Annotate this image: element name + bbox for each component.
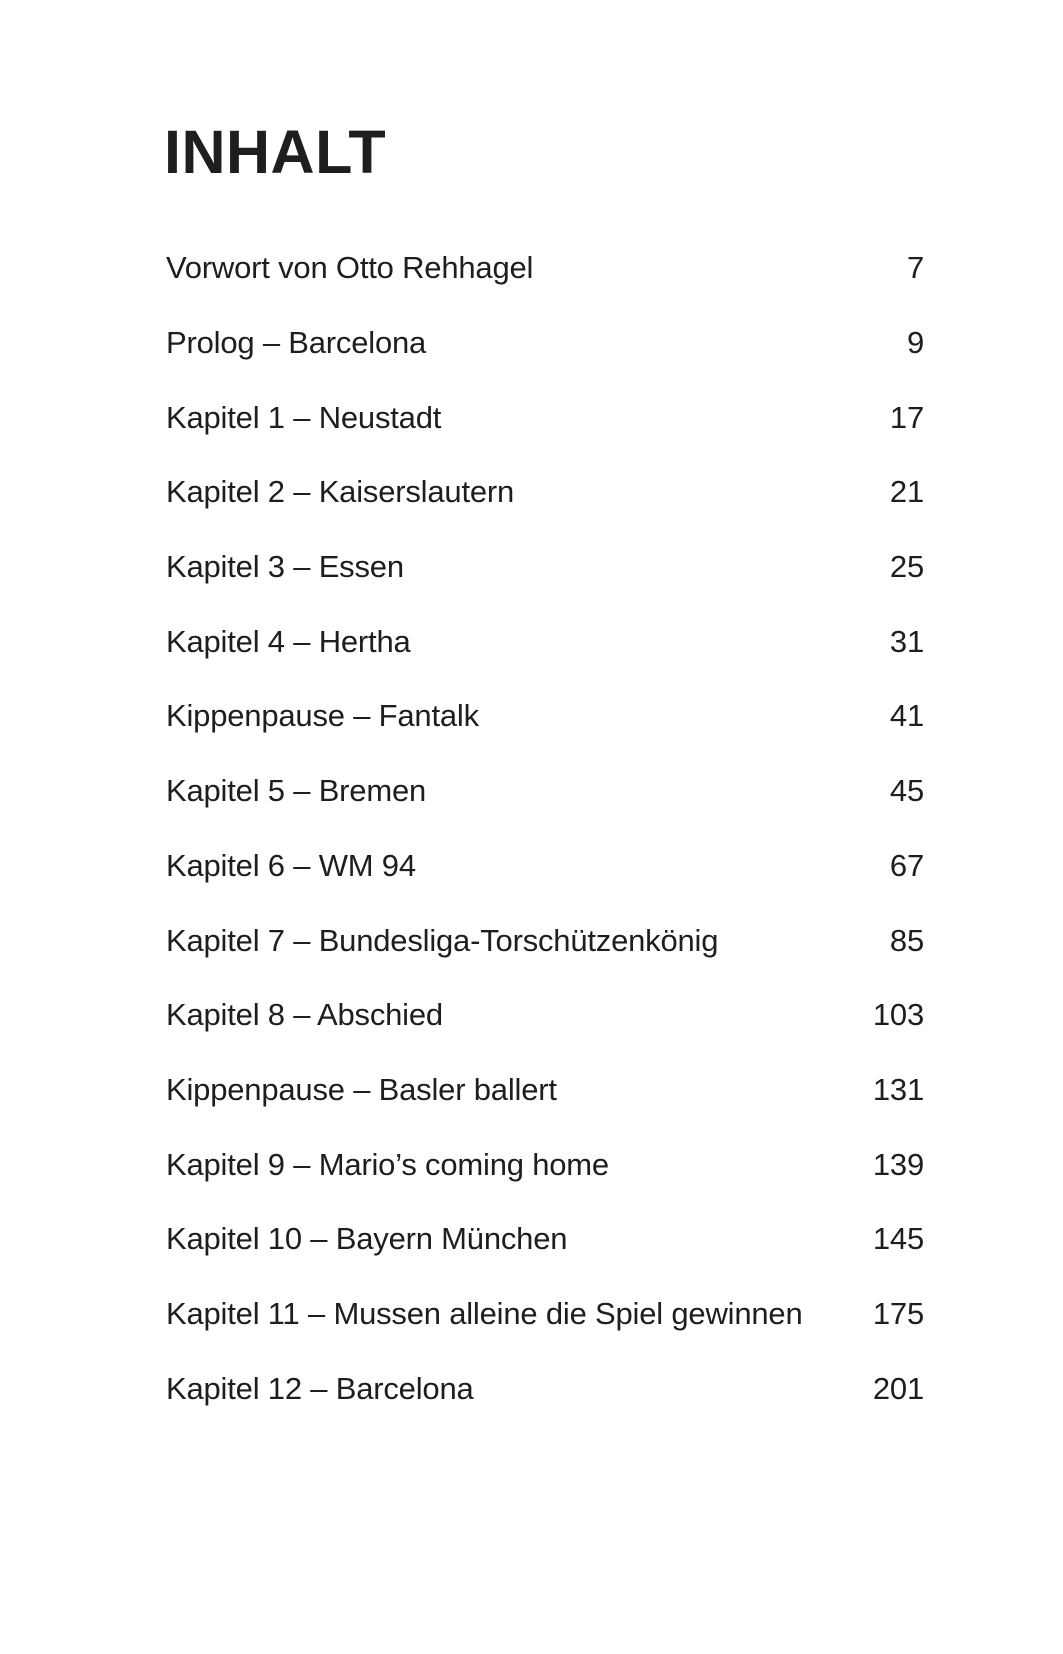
toc-entry-label: Vorwort von Otto Rehhagel <box>166 250 534 286</box>
toc-entry <box>166 679 924 754</box>
toc-entry-page-number: 17 <box>889 399 924 435</box>
toc-entry-page-number: 9 <box>906 325 924 361</box>
toc-entry <box>166 829 924 904</box>
toc-entry-label: Kapitel 7 – Bundesliga-Torschützenkönig <box>166 922 719 958</box>
toc-entry-label: Kapitel 12 – Barcelona <box>166 1370 474 1406</box>
toc-entry <box>166 1351 924 1426</box>
toc-entry <box>166 1053 924 1128</box>
toc-entry <box>166 604 924 679</box>
toc-entry-label: Kapitel 8 – Abschied <box>166 997 443 1033</box>
toc-entry <box>166 306 924 381</box>
toc-entry <box>166 1202 924 1277</box>
toc-entry-label: Kapitel 3 – Essen <box>166 549 404 585</box>
toc-entry-page-number: 67 <box>889 847 924 883</box>
toc-entry-label: Kapitel 6 – WM 94 <box>166 847 416 883</box>
toc-entry-label: Kippenpause – Basler ballert <box>166 1071 557 1107</box>
toc-entry <box>166 231 924 306</box>
toc-entry-label: Kapitel 4 – Hertha <box>166 623 411 659</box>
toc-entry-page-number: 131 <box>872 1071 924 1107</box>
toc-entry-page-number: 175 <box>872 1295 924 1331</box>
toc-entry-label: Kapitel 10 – Bayern München <box>166 1221 568 1257</box>
toc-entry <box>166 1127 924 1202</box>
toc-entry-page-number: 103 <box>872 997 924 1033</box>
toc-entry-label: Kapitel 5 – Bremen <box>166 773 427 809</box>
toc-entry-label: Kapitel 11 – Mussen alleine die Spiel gewinnen <box>166 1295 803 1331</box>
toc-entry-page-number: 7 <box>906 250 924 286</box>
toc-entry <box>166 978 924 1053</box>
toc-entry-label: Kapitel 1 – Neustadt <box>166 399 442 435</box>
toc-entry-page-number: 41 <box>889 698 924 734</box>
toc-entry-label: Kapitel 9 – Mario’s coming home <box>166 1146 609 1182</box>
toc-entry-label: Kapitel 2 – Kaiserslautern <box>166 474 515 510</box>
toc-entry-label: Prolog – Barcelona <box>166 325 427 361</box>
toc-entry <box>166 380 924 455</box>
page-title: INHALT <box>164 118 387 186</box>
toc-entry-page-number: 31 <box>889 623 924 659</box>
toc-entry-label: Kippenpause – Fantalk <box>166 698 479 734</box>
toc-entry-page-number: 21 <box>889 474 924 510</box>
toc-entry <box>166 754 924 829</box>
toc-entry <box>166 455 924 530</box>
toc-entry-page-number: 85 <box>889 922 924 958</box>
toc-entry <box>166 903 924 978</box>
toc-entry <box>166 1277 924 1352</box>
toc-entry-page-number: 201 <box>872 1370 924 1406</box>
toc-list <box>166 231 924 1426</box>
toc-entry <box>166 530 924 605</box>
toc-entry-page-number: 139 <box>872 1146 924 1182</box>
toc-entry-page-number: 25 <box>889 549 924 585</box>
toc-entry-page-number: 45 <box>889 773 924 809</box>
toc-entry-page-number: 145 <box>872 1221 924 1257</box>
